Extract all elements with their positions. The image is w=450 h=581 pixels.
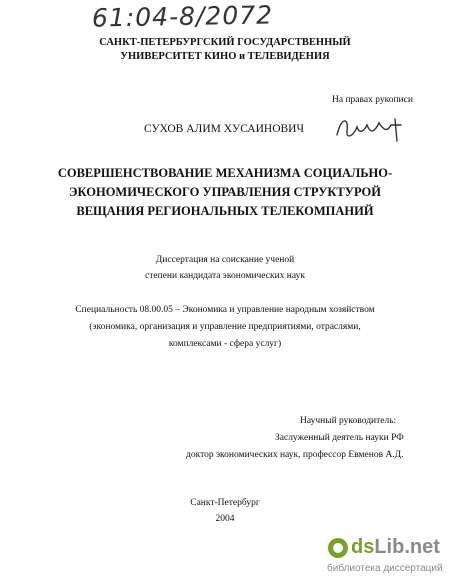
watermark-brand-ds: ds (351, 536, 375, 558)
watermark-brand (351, 534, 440, 560)
university-name-line2: УНИВЕРСИТЕТ КИНО и ТЕЛЕВИДЕНИЯ (120, 51, 330, 62)
watermark-logo (327, 534, 445, 578)
specialty-line2: (экономика, организация и управление предприятиями, отраслями, (89, 322, 361, 332)
signature-scribble (331, 111, 411, 147)
watermark-circle-icon (327, 537, 349, 559)
specialty-line1: Специальность 08.00.05 – Экономика и управление народным хозяйством (75, 305, 375, 315)
signature (331, 111, 411, 147)
degree-line1: Диссертация на соискание ученой (155, 255, 295, 265)
advisor-title: Заслуженный деятель науки РФ (275, 433, 404, 443)
advisor-name: доктор экономических наук, профессор Евменов А.Д. (186, 450, 404, 460)
title-line3: ВЕЩАНИЯ РЕГИОНАЛЬНЫХ ТЕЛЕКОМПАНИЙ (76, 204, 374, 218)
title-line1: СОВЕРШЕНСТВОВАНИЕ МЕХАНИЗМА СОЦИАЛЬНО- (57, 166, 393, 180)
specialty-line3: комплексами - сфера услуг) (168, 339, 282, 349)
handwritten-archive-number: 61:04-8/2072 (91, 0, 274, 33)
rights-notice: На правах рукописи (332, 95, 413, 105)
author-name: СУХОВ АЛИМ ХУСАИНОВИЧ (144, 123, 304, 135)
year: 2004 (215, 514, 235, 524)
advisor-label: Научный руководитель: (300, 416, 397, 426)
city: Санкт-Петербург (190, 498, 260, 508)
degree-line2: степени кандидата экономических наук (145, 271, 305, 281)
watermark-brand-lib: Lib (374, 536, 405, 558)
university-name-line1: САНКТ-ПЕТЕРБУРГСКИЙ ГОСУДАРСТВЕННЫЙ (99, 37, 351, 48)
title-line2: ЭКОНОМИЧЕСКОГО УПРАВЛЕНИЯ СТРУКТУРОЙ (69, 185, 381, 199)
watermark-caption: библиотека диссертаций (327, 563, 443, 574)
watermark-brand-net: .net (404, 536, 440, 558)
